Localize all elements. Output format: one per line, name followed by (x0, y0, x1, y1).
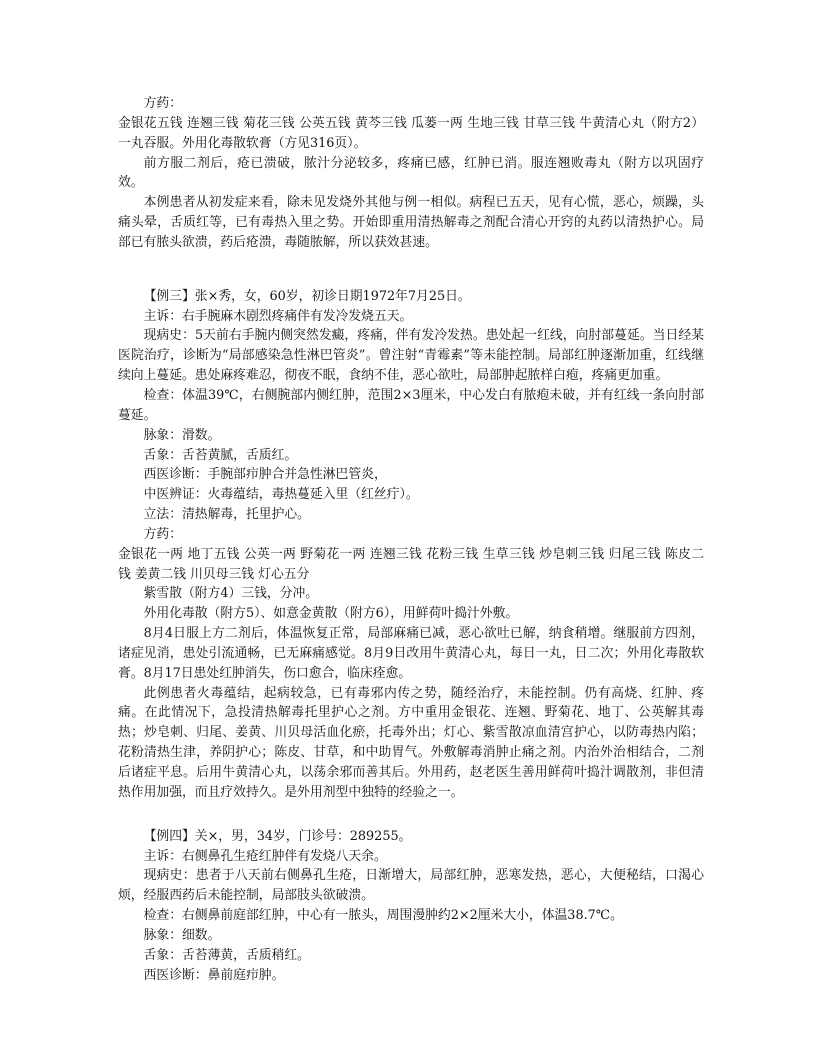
case3-prescription-addon: 紫雪散（附方4）三钱，分冲。 (143, 586, 319, 602)
case4-exam: 检查：右侧鼻前庭部红肿，中心有一脓头，周围漫肿约2×2厘米大小，体温38.7℃。 (143, 908, 623, 924)
section-spacer (118, 803, 704, 827)
case4-history: 现病史：患者于八天前右侧鼻孔生疮，日渐增大，局部红肿，恶寒发热，恶心，大便秘结，口渴心烦，经服西药后未能控制，局部肢头欲破溃。 (118, 868, 704, 904)
case3-treatment-course: 8月4日服上方二剂后，体温恢复正常，局部麻痛已减，恶心欲吐已解，纳食稍增。继服前方四剂，诸症见消，患处引流通畅，已无麻痛感觉。8月9日改用牛黄清心丸，每日一丸，日二次；外用化毒散软膏。8月17日患处红肿消失，伤口愈合，临床痊愈。 (118, 626, 704, 681)
prescription-text: 金银花五钱 连翘三钱 菊花三钱 公英五钱 黄芩三钱 瓜蒌一两 生地三钱 甘草三钱 牛黄清心丸（附方2）一丸吞服。外用化毒散软膏（方见316页）。 (118, 115, 704, 151)
case3-commentary: 此例患者火毒蕴结，起病较急，已有毒邪内传之势，随经治疗，未能控制。仍有高烧、红肿、疼痛。在此情况下，急投清热解毒托里护心之剂。方中重用金银花、连翘、野菊花、地丁、公英解其毒热；炒皂刺、归尾、姜黄、川贝母活血化瘀，托毒外出；灯心、紫雪散凉血清宫护心，以防毒热内陷；花粉清热生津，养阴护心；陈皮、甘草，和中助胃气。外敷解毒消肿止痛之剂。内治外治相结合，二剂后诸症平息。后用牛黄清心丸，以荡余邪而善其后。外用药，赵老医生善用鲜荷叶捣汁调散剂，非但清热作用加强，而且疗效持久。是外用剂型中独特的经验之一。 (118, 685, 704, 800)
case3-history: 现病史：5天前右手腕内侧突然发癜，疼痛，伴有发冷发热。患处起一红线，向肘部蔓延。当日经某医院治疗，诊断为“局部感染急性淋巴管炎”。曾注射“青霉素”等未能控制。局部红肿逐渐加重，红线继续向上蔓延。患处麻疼难忍，彻夜不眠，食纳不佳，恶心欲吐，局部肿起脓样白疱，疼痛更加重。 (118, 328, 704, 384)
follow-up-paragraph: 前方服二剂后，疮已溃破，脓汁分泌较多，疼痛已感，红肿已消。服连翘败毒丸（附方以巩固疗效。 (118, 155, 704, 191)
section-spacer (118, 253, 704, 287)
case4-pulse: 脉象：细数。 (143, 927, 221, 943)
case3-complaint: 主诉：右手腕麻木剧烈疼痛伴有发冷发烧五天。 (143, 308, 413, 324)
case3-tongue: 舌象：舌苔黄腻，舌质红。 (143, 447, 298, 463)
case3-prescription: 金银花一两 地丁五钱 公英一两 野菊花一两 连翘三钱 花粉三钱 生草三钱 炒皂刺三钱 归尾三钱 陈皮二钱 姜黄二钱 川贝母三钱 灯心五分 (118, 546, 704, 582)
case3-western-diagnosis: 西医诊断：手腕部疖肿合并急性淋巴管炎， (143, 467, 387, 483)
case3-exam: 检查：体温39℃，右侧腕部内侧红肿，范围2×3厘米，中心发白有脓疱未破，并有红线一条向肘部蔓延。 (118, 387, 704, 423)
case4-tongue: 舌象：舌苔薄黄，舌质稍红。 (143, 947, 310, 963)
document-body (118, 94, 704, 985)
case3-prescription-label: 方药： (143, 526, 182, 542)
case4-complaint: 主诉：右侧鼻孔生疮红肿伴有发烧八天余。 (143, 848, 387, 864)
prescription-label: 方药： (143, 96, 182, 111)
case-commentary: 本例患者从初发症来看，除未见发烧外其他与例一相似。病程已五天，见有心慌，恶心，烦躁，头痛头晕，舌质红等，已有毒热入里之势。开始即重用清热解毒之剂配合清心开窍的丸药以清热护心。局部已有脓头欲溃，药后疮溃，毒随脓解，所以获效甚速。 (118, 195, 704, 250)
case3-treatment-method: 立法：清热解毒，托里护心。 (143, 507, 310, 523)
case4-heading: 【例四】关×，男，34岁，门诊号：289255。 (143, 828, 412, 844)
case3-pulse: 脉象：滑数。 (143, 427, 221, 443)
case3-heading: 【例三】张×秀，女，60岁，初诊日期1972年7月25日。 (143, 288, 471, 304)
case3-external-medication: 外用化毒散（附方5）、如意金黄散（附方6），用鲜荷叶捣汁外敷。 (143, 606, 519, 622)
case4-western-diagnosis: 西医诊断：鼻前庭疖肿。 (143, 967, 285, 983)
case3-tcm-diagnosis: 中医辨证：火毒蕴结，毒热蔓延入里（红丝疔）。 (143, 487, 419, 503)
